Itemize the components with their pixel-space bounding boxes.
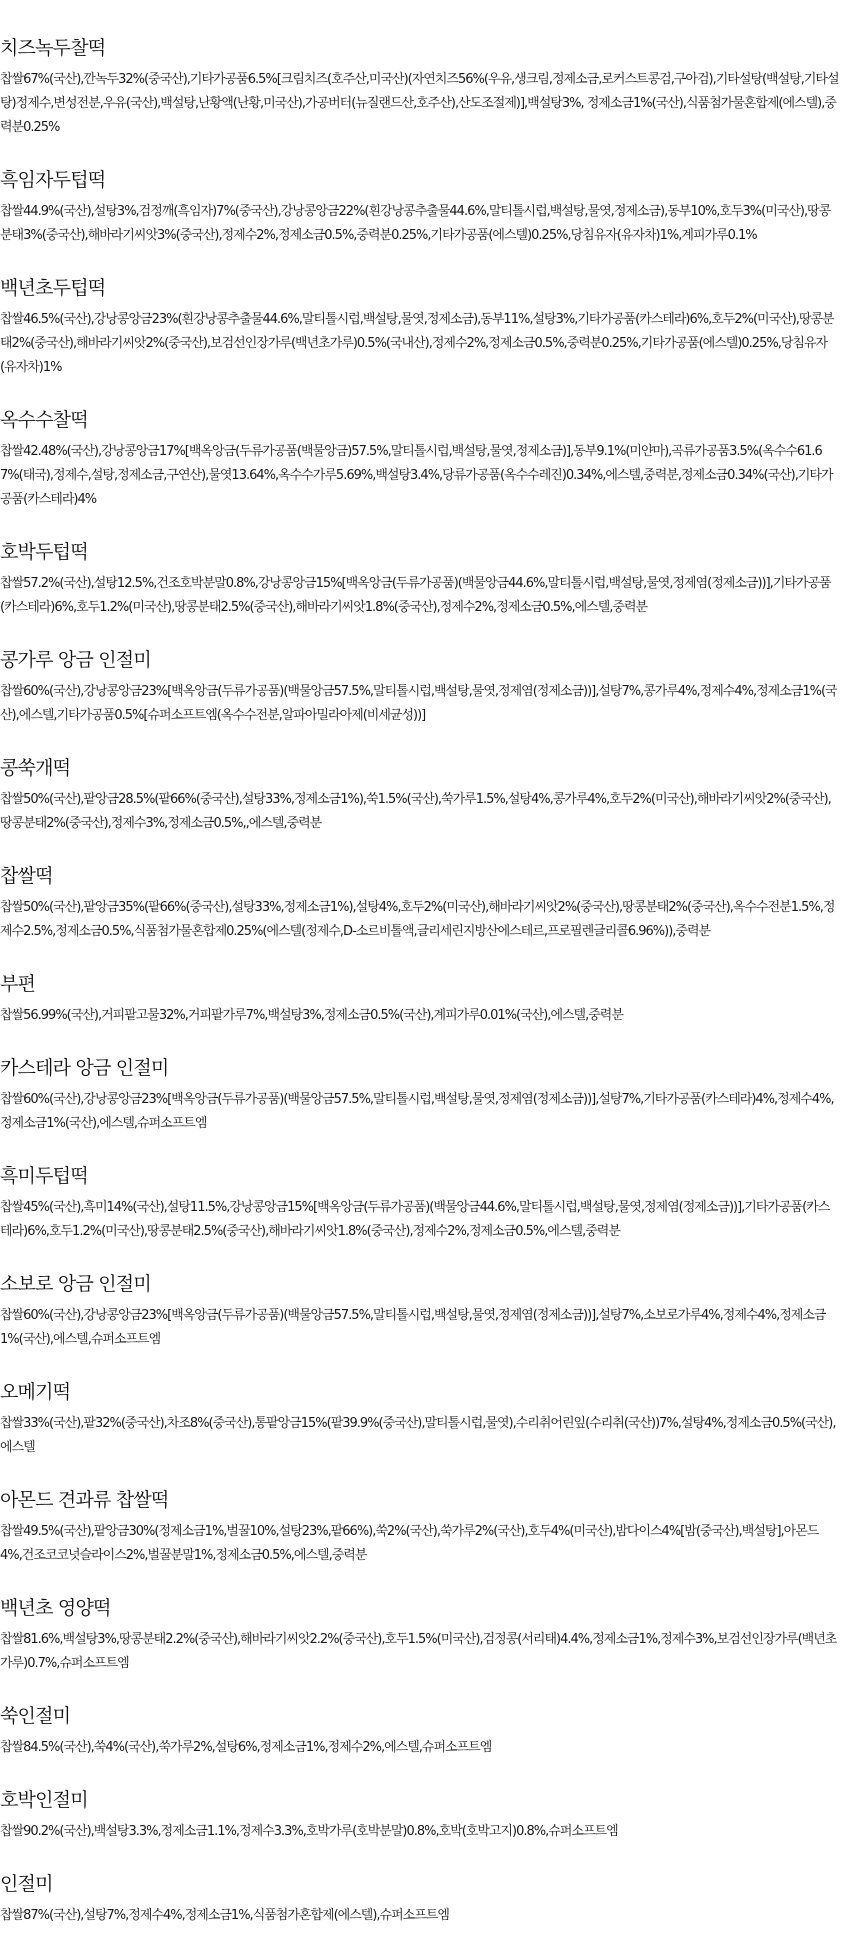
product-item: [0, 970, 840, 1028]
product-name: 콩쑥개떡: [0, 757, 71, 779]
product-ingredients: 찹쌀57.2%(국산),설탕12.5%,건조호박분말0.8%,강낭콩앙금15%[백옥앙금(두류가공품)(백물앙금44.6%,말티톨시럽,백설탕,물엿,정제염(정제소금))],기타가공품(카스테라)6%,호두1.2%(미국산),땅콩분태2.5%(중국산),해바라기씨앗1.8%(중국산),정제수2%,정제소금0.5%,에스텔,중력분: [0, 576, 831, 615]
product-ingredients: 찹쌀84.5%(국산),쑥4%(국산),쑥가루2%,설탕6%,정제소금1%,정제수2%,에스텔,슈퍼소프트엠: [0, 1740, 492, 1755]
product-ingredients: 찹쌀56.99%(국산),거피팥고물32%,거피팥가루7%,백설탕3%,정제소금0.5%(국산),계피가루0.01%(국산),에스텔,중력분: [0, 1008, 623, 1023]
product-item: [0, 166, 840, 248]
product-item: [0, 274, 840, 380]
product-ingredients: 찹쌀49.5%(국산),팥앙금30%(정제소금1%,벌꿀10%,설탕23%,팥66%),쑥2%(국산),쑥가루2%(국산),호두4%(미국산),밤다이스4%[밤(중국산),백설탕],아몬드4%,건조코코넛슬라이스2%,벌꿀분말1%,정제소금0.5%,에스텔,중력분: [0, 1524, 819, 1563]
product-name: 옥수수찰떡: [0, 409, 88, 431]
product-ingredients: 찹쌀46.5%(국산),강낭콩앙금23%(흰강낭콩추출물44.6%,말티톨시럽,백설탕,물엿,정제소금),동부11%,설탕3%,기타가공품(카스테라)6%,호두2%(미국산),땅콩분태2%(중국산),해바라기씨앗2%(중국산),보검선인장가루(백년초가루)0.5%(국내산),정제수2%,정제소금0.5%,중력분0.25%,기타가공품(에스텔)0.25%,당침유자(유자차)1%: [0, 312, 834, 375]
product-name: 흑임자두텁떡: [0, 169, 106, 191]
product-ingredients: 찹쌀81.6%,백설탕3%,땅콩분태2.2%(중국산),해바라기씨앗2.2%(중국산),호두1.5%(미국산),검정콩(서리태)4.4%,정제소금1%,정제수3%,보검선인장가루(백년초가루)0.7%,슈퍼소프트엠: [0, 1632, 837, 1671]
product-name: 백년초두텁떡: [0, 277, 106, 299]
product-name: 쑥인절미: [0, 1705, 71, 1727]
product-ingredients: 찹쌀42.48%(국산),강낭콩앙금17%[백옥앙금(두류가공품(백물앙금)57.5%,말티톨시럽,백설탕,물엿,정제소금)],동부9.1%(미얀마),곡류가공품3.5%(옥수수61.67%(태국),정제수,설탕,정제소금,구연산),물엿13.64%,옥수수가루5.69%,백설탕3.4%,당류가공품(옥수수레진)0.34%,에스텔,중력분,정제소금0.34%(국산),기타가공품(카스테라)4%: [0, 444, 833, 507]
product-item: [0, 1270, 840, 1352]
product-name: 오메기떡: [0, 1381, 71, 1403]
product-item: [0, 406, 840, 512]
product-ingredients: 찹쌀50%(국산),팥앙금28.5%(팥66%(중국산),설탕33%,정제소금1%),쑥1.5%(국산),쑥가루1.5%,설탕4%,콩가루4%,호두2%(미국산),해바라기씨앗2%(중국산),땅콩분태2%(중국산),정제수3%,정제소금0.5%,,에스텔,중력분: [0, 792, 831, 831]
product-name: 치즈녹두찰떡: [0, 37, 106, 59]
product-item: [0, 1486, 840, 1568]
product-ingredients: 찹쌀50%(국산),팥앙금35%(팥66%(중국산),설탕33%,정제소금1%),설탕4%,호두2%(미국산),해바라기씨앗2%(중국산),땅콩분태2%(중국산),옥수수전분1.5%,정제수2.5%,정제소금0.5%,식품첨가물혼합제0.25%(에스텔(정제수,D-소르비톨액,글리세린지방산에스테르,프로필렌글리콜6.96%)),중력분: [0, 900, 835, 939]
product-name: 콩가루 앙금 인절미: [0, 649, 151, 671]
product-ingredients: 찹쌀87%(국산),설탕7%,정제수4%,정제소금1%,식품첨가혼합제(에스텔),슈퍼소프트엠: [0, 1908, 449, 1923]
product-ingredients: 찹쌀33%(국산),팥32%(중국산),차조8%(중국산),통팥앙금15%(팥39.9%(중국산),말티톨시럽,물엿),수리취어린잎(수리취(국산))7%,설탕4%,정제소금0.5%(국산),에스텔: [0, 1416, 836, 1455]
product-name: 호박인절미: [0, 1789, 88, 1811]
product-name: 카스테라 앙금 인절미: [0, 1057, 169, 1079]
product-item: [0, 1702, 840, 1760]
product-item: [0, 862, 840, 944]
product-name: 인절미: [0, 1873, 53, 1895]
product-item: [0, 1870, 840, 1928]
product-item: [0, 646, 840, 728]
product-name: 백년초 영양떡: [0, 1597, 111, 1619]
product-item: [0, 1054, 840, 1136]
product-item: [0, 34, 840, 140]
product-ingredients: 찹쌀44.9%(국산),설탕3%,검정깨(흑임자)7%(중국산),강낭콩앙금22%(흰강낭콩추출물44.6%,말티톨시럽,백설탕,물엿,정제소금),동부10%,호두3%(미국산),땅콩분태3%(중국산),해바라기씨앗3%(중국산),정제수2%,정제소금0.5%,중력분0.25%,기타가공품(에스텔)0.25%,당침유자(유자차)1%,계피가루0.1%: [0, 204, 831, 243]
product-item: [0, 1378, 840, 1460]
product-name: 부편: [0, 973, 36, 995]
product-name: 찹쌀떡: [0, 865, 53, 887]
product-item: [0, 538, 840, 620]
product-name: 아몬드 견과류 찹쌀떡: [0, 1489, 169, 1511]
product-name: 흑미두텁떡: [0, 1165, 88, 1187]
product-ingredients: 찹쌀45%(국산),흑미14%(국산),설탕11.5%,강낭콩앙금15%[백옥앙금(두류가공품)(백물앙금44.6%,말티톨시럽,백설탕,물엿,정제염(정제소금))],기타가공품(카스테라)6%,호두1.2%(미국산),땅콩분태2.5%(중국산),해바라기씨앗1.8%(중국산),정제수2%,정제소금0.5%,에스텔,중력분: [0, 1200, 830, 1239]
product-item: [0, 1786, 840, 1844]
product-item: [0, 754, 840, 836]
product-ingredients: 찹쌀67%(국산),깐녹두32%(중국산),기타가공품6.5%[크림치즈(호주산,미국산)(자연치즈56%(우유,생크림,정제소금,로커스트콩검,구아검),기타설탕(백설탕,기타설탕)정제수,변성전분,우유(국산),백설탕,난황액(난황,미국산),가공버터(뉴질랜드산,호주산),산도조절제)],백설탕3%, 정제소금1%(국산),식품첨가물혼합제(에스텔),중력분0.25%: [0, 72, 839, 135]
product-item: [0, 1162, 840, 1244]
product-ingredients: 찹쌀90.2%(국산),백설탕3.3%,정제소금1.1%,정제수3.3%,호박가루(호박분말)0.8%,호박(호박고지)0.8%,슈퍼소프트엠: [0, 1824, 618, 1839]
product-ingredients: 찹쌀60%(국산),강낭콩앙금23%[백옥앙금(두류가공품)(백물앙금57.5%,말티톨시럽,백설탕,물엿,정제염(정제소금))],설탕7%,소보로가루4%,정제수4%,정제소금1%(국산),에스텔,슈퍼소프트엠: [0, 1308, 826, 1347]
product-ingredients: 찹쌀60%(국산),강낭콩앙금23%[백옥앙금(두류가공품)(백물앙금57.5%,말티톨시럽,백설탕,물엿,정제염(정제소금))],설탕7%,기타가공품(카스테라)4%,정제수4%,정제소금1%(국산),에스텔,슈퍼소프트엠: [0, 1092, 834, 1131]
product-name: 소보로 앙금 인절미: [0, 1273, 151, 1295]
product-ingredients: 찹쌀60%(국산),강낭콩앙금23%[백옥앙금(두류가공품)(백물앙금57.5%,말티톨시럽,백설탕,물엿,정제염(정제소금))],설탕7%,콩가루4%,정제수4%,정제소금1%(국산),에스텔,기타가공품0.5%[슈퍼소프트엠(옥수수전분,알파아밀라아제(비세균성))]: [0, 684, 837, 723]
product-item: [0, 1594, 840, 1676]
product-name: 호박두텁떡: [0, 541, 88, 563]
